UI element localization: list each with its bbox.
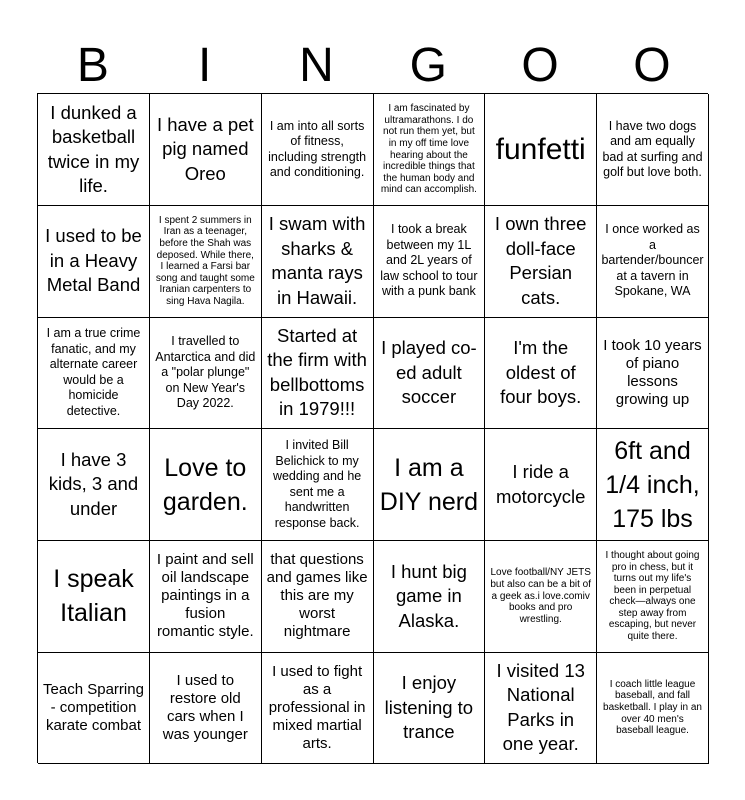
bingo-cell[interactable]: that questions and games like this are my worst nightmare <box>262 541 374 653</box>
bingo-cell[interactable]: I took 10 years of piano lessons growing up <box>597 317 709 429</box>
bingo-cell[interactable]: I used to restore old cars when I was younger <box>150 653 262 765</box>
bingo-cell[interactable]: I played co-ed adult soccer <box>373 317 485 429</box>
bingo-cell[interactable]: I once worked as a bartender/bouncer at a tavern in Spokane, WA <box>597 206 709 318</box>
bingo-cell[interactable]: I ride a motorcycle <box>485 429 597 541</box>
bingo-cell[interactable]: I hunt big game in Alaska. <box>373 541 485 653</box>
bingo-cell[interactable]: I am into all sorts of fitness, including strength and conditioning. <box>262 94 374 206</box>
bingo-cell[interactable]: I thought about going pro in chess, but it turns out my life's been in perpetual check—always one step away from escaping, but never quite there. <box>597 541 709 653</box>
header-letter-n: N <box>299 39 334 92</box>
bingo-cell[interactable]: Love football/NY JETS but also can be a bit of a geek as.i love.comiv books and pro wrestling. <box>485 541 597 653</box>
bingo-cell[interactable]: I am a DIY nerd <box>373 429 485 541</box>
bingo-cell[interactable]: I invited Bill Belichick to my wedding and he sent me a handwritten response back. <box>262 429 374 541</box>
header-letter-o-2: O <box>633 39 671 92</box>
header-letter-i: I <box>198 39 212 92</box>
bingo-cell[interactable]: I dunked a basketball twice in my life. <box>38 94 150 206</box>
bingo-cell[interactable]: 6ft and 1/4 inch, 175 lbs <box>597 429 709 541</box>
bingo-cell[interactable]: I have 3 kids, 3 and under <box>38 429 150 541</box>
bingo-cell[interactable]: I own three doll-face Persian cats. <box>485 206 597 318</box>
bingo-cell[interactable]: I spent 2 summers in Iran as a teenager, before the Shah was deposed. While there, I learned a Farsi bar song and taught some Iranian carpenters to sing Hava Nagila. <box>150 206 262 318</box>
bingo-cell[interactable]: Started at the firm with bellbottoms in 1979!!! <box>262 317 374 429</box>
bingo-cell[interactable]: I took a break between my 1L and 2L years of law school to tour with a punk bank <box>373 206 485 318</box>
bingo-cell[interactable]: funfetti <box>485 94 597 206</box>
bingo-header <box>37 38 708 94</box>
bingo-cell[interactable]: I paint and sell oil landscape paintings in a fusion romantic style. <box>150 541 262 653</box>
bingo-cell[interactable]: I have two dogs and am equally bad at surfing and golf but love both. <box>597 94 709 206</box>
bingo-cell[interactable]: I visited 13 National Parks in one year. <box>485 653 597 765</box>
bingo-cell[interactable]: I speak Italian <box>38 541 150 653</box>
bingo-cell[interactable]: I'm the oldest of four boys. <box>485 317 597 429</box>
bingo-cell[interactable]: I am fascinated by ultramarathons. I do not run them yet, but in my off time love hearing about the incredible things that the human body and mind can accomplish. <box>373 94 485 206</box>
bingo-cell[interactable]: I enjoy listening to trance <box>373 653 485 765</box>
bingo-cell[interactable]: I used to fight as a professional in mixed martial arts. <box>262 653 374 765</box>
bingo-cell[interactable]: I used to be in a Heavy Metal Band <box>38 206 150 318</box>
bingo-cell[interactable]: I have a pet pig named Oreo <box>150 94 262 206</box>
bingo-cell[interactable]: I swam with sharks & manta rays in Hawaii. <box>262 206 374 318</box>
bingo-cell[interactable]: I travelled to Antarctica and did a "polar plunge" on New Year's Day 2022. <box>150 317 262 429</box>
header-letter-b: B <box>76 39 109 92</box>
bingo-cell[interactable]: Teach Sparring - competition karate combat <box>38 653 150 765</box>
bingo-cell[interactable]: I coach little league baseball, and fall basketball. I play in an over 40 men's baseball league. <box>597 653 709 765</box>
bingo-cell[interactable]: I am a true crime fanatic, and my alternate career would be a homicide detective. <box>38 317 150 429</box>
bingo-cell[interactable]: Love to garden. <box>150 429 262 541</box>
header-letter-g: G <box>409 39 447 92</box>
header-letter-o: O <box>521 39 559 92</box>
bingo-grid <box>37 93 708 763</box>
